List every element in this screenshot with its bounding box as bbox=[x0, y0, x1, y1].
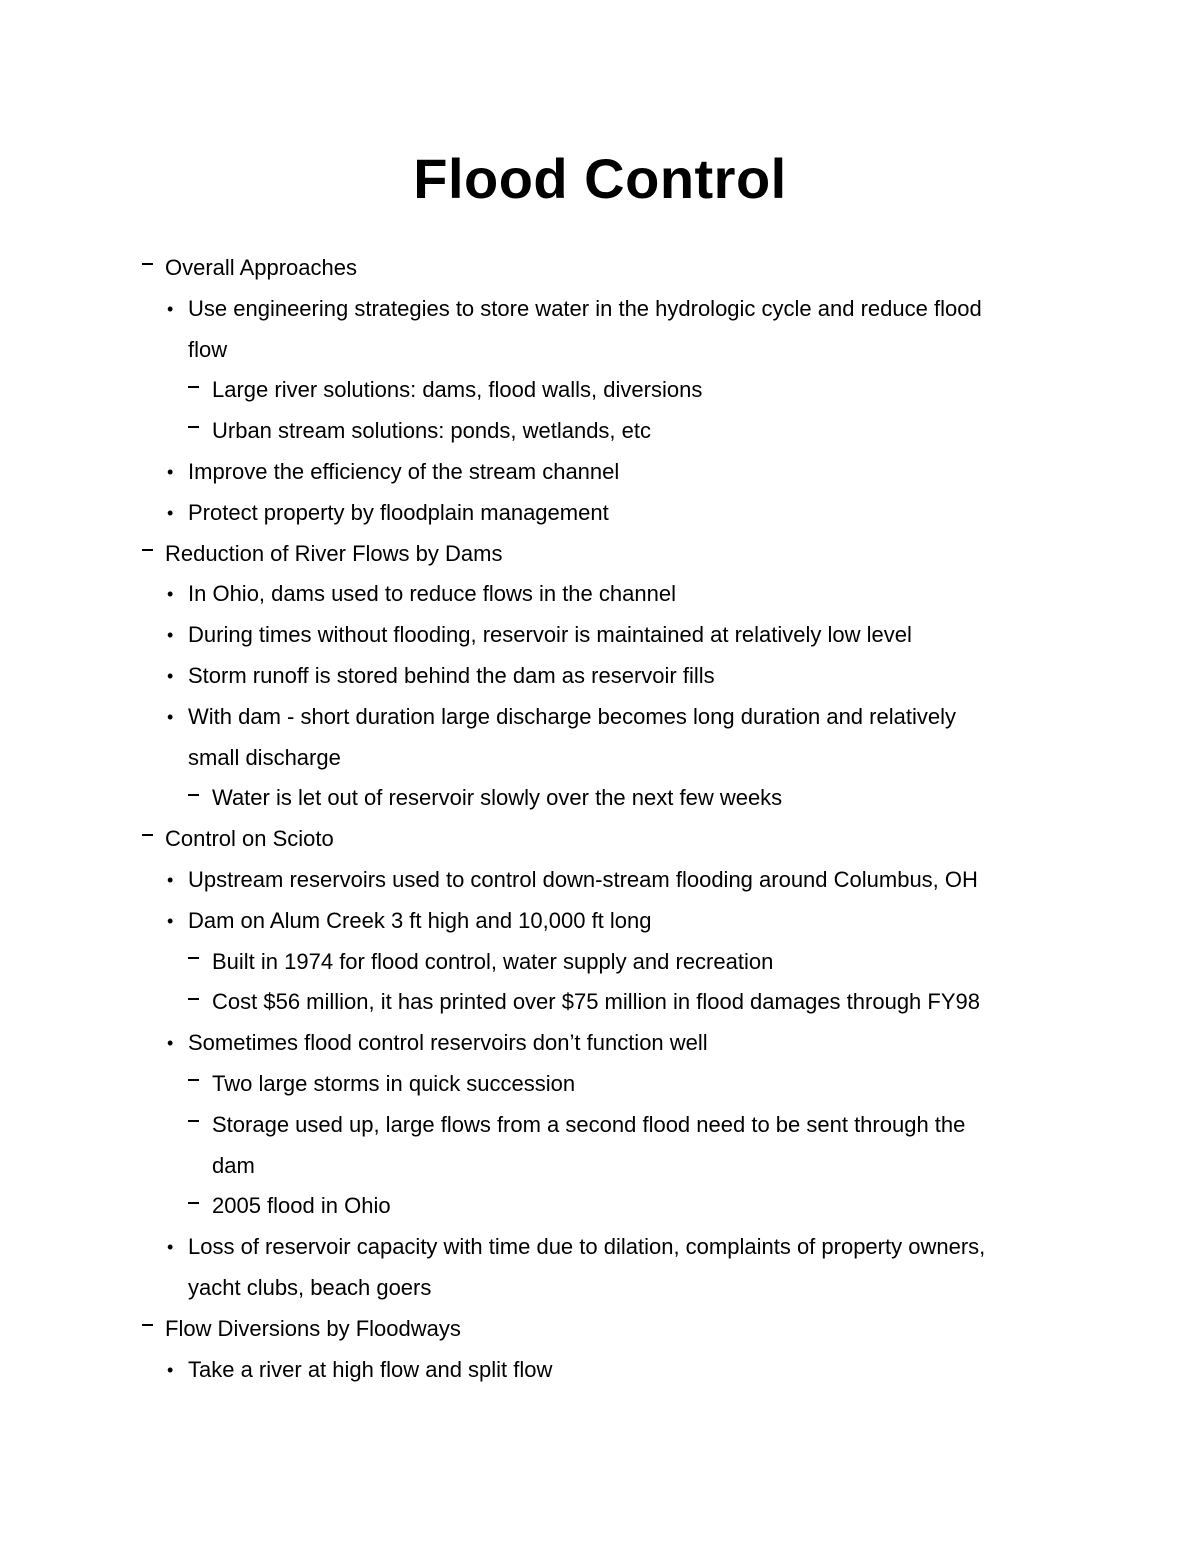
outline-item bbox=[0, 1064, 1200, 1105]
outline-item-text: Overall Approaches bbox=[165, 255, 357, 280]
bullet-marker-icon: • bbox=[167, 502, 174, 523]
outline-item-text: During times without flooding, reservoir is maintained at relatively low level bbox=[188, 622, 912, 648]
outline-item-text: Two large storms in quick succession bbox=[212, 1070, 576, 1096]
outline-item bbox=[0, 819, 1200, 860]
outline-list bbox=[0, 248, 1200, 1390]
outline-item bbox=[0, 534, 1200, 575]
outline-item-text: Protect property by floodplain management bbox=[188, 499, 609, 525]
dash-marker-icon bbox=[188, 1186, 199, 1227]
outline-item bbox=[0, 1350, 1200, 1391]
bullet-marker-icon: • bbox=[167, 706, 174, 727]
outline-item bbox=[0, 1146, 1200, 1187]
bullet-marker-icon: • bbox=[167, 584, 174, 605]
outline-item-text: Flow Diversions by Floodways bbox=[165, 1315, 461, 1341]
dash-marker-icon bbox=[142, 248, 153, 289]
dash-marker-icon bbox=[188, 778, 199, 819]
dash-marker-icon bbox=[188, 1064, 199, 1105]
outline-item-text: Built in 1974 for flood control, water supply and recreation bbox=[212, 948, 774, 974]
outline-item bbox=[0, 697, 1200, 738]
outline-item bbox=[0, 493, 1200, 534]
outline-item-text: Dam on Alum Creek 3 ft high and 10,000 ft long bbox=[188, 907, 652, 933]
outline-item bbox=[0, 330, 1200, 371]
outline-item-text: small discharge bbox=[188, 744, 341, 770]
outline-item bbox=[0, 860, 1200, 901]
page-title: Flood Control bbox=[413, 147, 787, 210]
outline-item bbox=[0, 942, 1200, 983]
outline-item bbox=[0, 1309, 1200, 1350]
outline-item bbox=[0, 1186, 1200, 1227]
outline-item-text: With dam - short duration large discharge becomes long duration and relatively bbox=[188, 703, 956, 729]
bullet-marker-icon: • bbox=[167, 461, 174, 482]
bullet-marker-icon: • bbox=[167, 869, 174, 890]
dash-marker-icon bbox=[188, 942, 199, 983]
outline-item bbox=[0, 574, 1200, 615]
outline-item-text: Loss of reservoir capacity with time due to dilation, complaints of property owners, bbox=[188, 1234, 986, 1260]
outline-item bbox=[0, 778, 1200, 819]
dash-marker-icon bbox=[142, 534, 153, 575]
outline-item bbox=[0, 1227, 1200, 1268]
outline-item-text: Reduction of River Flows by Dams bbox=[165, 540, 503, 566]
outline-item bbox=[0, 901, 1200, 942]
outline-item-text: Control on Scioto bbox=[165, 826, 334, 852]
outline-item-text: dam bbox=[212, 1152, 255, 1178]
outline-item bbox=[0, 1023, 1200, 1064]
outline-item-text: Improve the efficiency of the stream channel bbox=[188, 458, 620, 484]
outline-item bbox=[0, 452, 1200, 493]
dash-marker-icon bbox=[142, 1309, 153, 1350]
bullet-marker-icon: • bbox=[167, 665, 174, 686]
bullet-marker-icon: • bbox=[167, 1033, 174, 1054]
outline-item bbox=[0, 248, 1200, 289]
outline-item bbox=[0, 615, 1200, 656]
outline-item-text: Water is let out of reservoir slowly over the next few weeks bbox=[212, 785, 783, 811]
outline-item-text: Sometimes flood control reservoirs don’t function well bbox=[188, 1030, 708, 1056]
outline-item-text: Large river solutions: dams, flood walls, diversions bbox=[212, 377, 703, 403]
dash-marker-icon bbox=[142, 819, 153, 860]
dash-marker-icon bbox=[188, 370, 199, 411]
dash-marker-icon bbox=[188, 411, 199, 452]
outline-item-text: Cost $56 million, it has printed over $75 million in flood damages through FY98 bbox=[212, 989, 980, 1015]
outline-item bbox=[0, 411, 1200, 452]
outline-item-text: Urban stream solutions: ponds, wetlands, etc bbox=[212, 418, 652, 444]
outline-item-text: Use engineering strategies to store water in the hydrologic cycle and reduce flood bbox=[188, 295, 982, 321]
outline-item-text: yacht clubs, beach goers bbox=[188, 1274, 432, 1300]
outline-item-text: In Ohio, dams used to reduce flows in the channel bbox=[188, 581, 676, 607]
bullet-marker-icon: • bbox=[167, 1359, 174, 1380]
outline-item-text: Storm runoff is stored behind the dam as reservoir fills bbox=[188, 662, 715, 688]
outline-item bbox=[0, 1105, 1200, 1146]
dash-marker-icon bbox=[188, 1105, 199, 1146]
outline-item bbox=[0, 289, 1200, 330]
outline-item-text: Storage used up, large flows from a second flood need to be sent through the bbox=[212, 1111, 966, 1137]
outline-item bbox=[0, 738, 1200, 779]
outline-item-text: Take a river at high flow and split flow bbox=[188, 1356, 553, 1382]
bullet-marker-icon: • bbox=[167, 910, 174, 931]
outline-item bbox=[0, 656, 1200, 697]
outline-item bbox=[0, 1268, 1200, 1309]
outline-item bbox=[0, 982, 1200, 1023]
bullet-marker-icon: • bbox=[167, 625, 174, 646]
dash-marker-icon bbox=[188, 982, 199, 1023]
outline-item-text: Upstream reservoirs used to control down-stream flooding around Columbus, OH bbox=[188, 866, 978, 892]
outline-item-text: flow bbox=[188, 336, 228, 362]
bullet-marker-icon: • bbox=[167, 1237, 174, 1258]
outline-item-text: 2005 flood in Ohio bbox=[212, 1193, 391, 1219]
outline-item bbox=[0, 370, 1200, 411]
bullet-marker-icon: • bbox=[167, 298, 174, 319]
